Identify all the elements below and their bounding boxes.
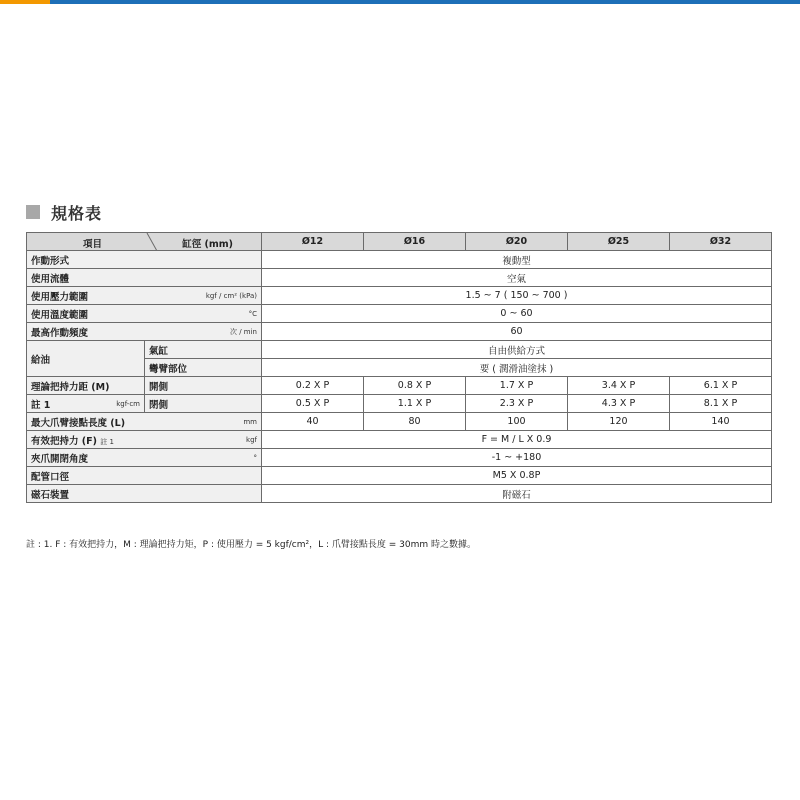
row-label: 最高作動頻度 (31, 327, 89, 339)
table-row (27, 395, 772, 413)
row-value: 0 ~ 60 (262, 305, 772, 323)
row-value: 複動型 (262, 251, 772, 269)
row-value: 自由供給方式 (262, 341, 772, 359)
table-cell: 100 (466, 413, 568, 431)
row-label: 使用壓力範圍 (31, 291, 89, 303)
header-item-label: 項目 (83, 239, 103, 250)
row-value: 60 (262, 323, 772, 341)
row-sub-label: 氣缸 (145, 341, 262, 359)
header-bore-label: 缸徑 (mm) (182, 239, 233, 250)
table-row (27, 287, 772, 305)
row-note-label: 註 1 (100, 437, 114, 446)
row-unit: 次 / min (229, 327, 257, 336)
row-label-cell (27, 323, 262, 341)
table-row (27, 269, 772, 287)
row-label-cell (27, 305, 262, 323)
table-cell: 40 (262, 413, 364, 431)
table-cell: 140 (670, 413, 772, 431)
header-size: Ø12 (262, 233, 364, 251)
section-marker-icon (26, 205, 40, 219)
row-value: -1 ~ +180 (262, 449, 772, 467)
spec-table (26, 232, 772, 503)
section-header (26, 201, 102, 223)
row-label: 給油 (27, 341, 145, 377)
table-cell: 4.3 X P (568, 395, 670, 413)
table-row (27, 431, 772, 449)
top-accent-bar (0, 0, 800, 4)
row-sub-label: 彎臂部位 (145, 359, 262, 377)
row-label: 理論把持力距 (M) (27, 377, 145, 395)
table-cell: 1.7 X P (466, 377, 568, 395)
table-cell: 8.1 X P (670, 395, 772, 413)
row-unit: ° (253, 453, 257, 462)
table-cell: 0.8 X P (364, 377, 466, 395)
table-row (27, 251, 772, 269)
row-value: 附磁石 (262, 485, 772, 503)
row-sub-label: 閉側 (145, 395, 262, 413)
table-row (27, 449, 772, 467)
table-row (27, 485, 772, 503)
table-cell: 0.5 X P (262, 395, 364, 413)
table-row (27, 467, 772, 485)
table-cell: 3.4 X P (568, 377, 670, 395)
table-cell: 120 (568, 413, 670, 431)
row-unit: °C (248, 309, 257, 318)
row-unit: kgf-cm (116, 399, 140, 408)
row-sub-label: 開側 (145, 377, 262, 395)
table-cell: 6.1 X P (670, 377, 772, 395)
top-bar-blue-segment (50, 0, 800, 4)
row-unit: kgf / cm² (kPa) (205, 291, 257, 300)
row-value: 要 ( 潤滑油塗抹 ) (262, 359, 772, 377)
row-note-label: 註 1 (31, 399, 51, 411)
table-cell: 80 (364, 413, 466, 431)
row-unit: mm (243, 417, 257, 426)
row-label: 最大爪臂接點長度 (L) (31, 417, 126, 429)
table-row (27, 413, 772, 431)
table-header-row (27, 233, 772, 251)
table-cell: 0.2 X P (262, 377, 364, 395)
row-value: F = M / L X 0.9 (262, 431, 772, 449)
header-size: Ø20 (466, 233, 568, 251)
header-size: Ø16 (364, 233, 466, 251)
row-value: M5 X 0.8P (262, 467, 772, 485)
row-label-cell (27, 413, 262, 431)
section-title: 規格表 (51, 203, 103, 223)
row-label: 磁石裝置 (27, 485, 262, 503)
row-label-cell (27, 431, 262, 449)
row-label: 使用溫度範圍 (31, 309, 89, 321)
table-row (27, 341, 772, 359)
row-label: 配管口徑 (27, 467, 262, 485)
table-cell: 1.1 X P (364, 395, 466, 413)
row-unit: kgf (246, 435, 257, 444)
table-row (27, 323, 772, 341)
table-cell: 2.3 X P (466, 395, 568, 413)
row-label-cell (27, 449, 262, 467)
table-row (27, 377, 772, 395)
header-item-bore-cell (27, 233, 262, 251)
header-size: Ø25 (568, 233, 670, 251)
row-label: 作動形式 (27, 251, 262, 269)
row-label: 使用流體 (27, 269, 262, 287)
row-label-cell (27, 287, 262, 305)
table-footnote: 註 : 1. F : 有效把持力，M : 理論把持力矩，P : 使用壓力 = 5 kgf/cm²，L : 爪臂接點長度 = 30mm 時之數據。 (26, 540, 477, 550)
row-value: 空氣 (262, 269, 772, 287)
top-bar-orange-segment (0, 0, 50, 4)
table-row (27, 305, 772, 323)
row-label-cell (27, 395, 145, 413)
row-label: 夾爪開閉角度 (31, 453, 89, 465)
header-size: Ø32 (670, 233, 772, 251)
row-label: 有效把持力 (F) (31, 435, 97, 447)
row-value: 1.5 ~ 7 ( 150 ~ 700 ) (262, 287, 772, 305)
